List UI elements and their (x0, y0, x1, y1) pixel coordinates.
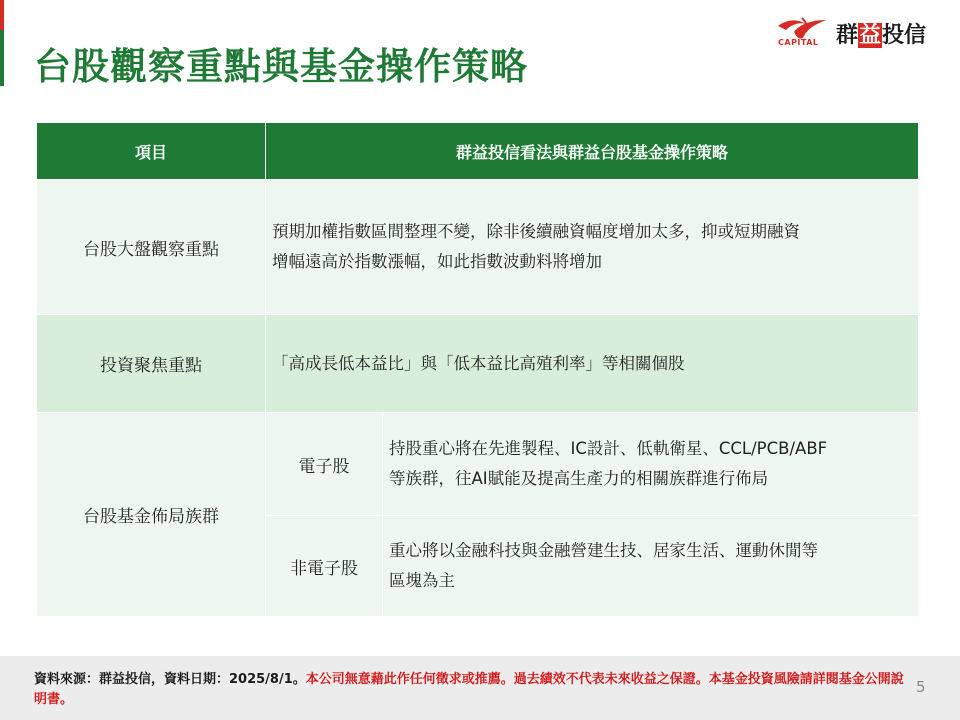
row-label-fund: 台股基金佈局族群 (37, 413, 266, 617)
row-label-focus: 投資聚焦重點 (37, 315, 266, 413)
accent-bar-red (0, 0, 4, 30)
table-row-electronic (37, 413, 919, 516)
slide-title: 台股觀察重點與基金操作策略 (34, 45, 528, 88)
footer-source: 資料來源：群益投信，資料日期：2025/8/1。 (34, 672, 306, 687)
logo-english-text: CAPITAL (778, 38, 819, 47)
row-label-market: 台股大盤觀察重點 (37, 180, 266, 315)
header-strategy: 群益投信看法與群益台股基金操作策略 (266, 123, 919, 180)
table-header-row (37, 123, 919, 180)
sub-label-electronic: 電子股 (266, 413, 383, 516)
row-desc-focus: 「高成長低本益比」與「低本益比高殖利率」等相關個股 (266, 315, 919, 413)
table-row-market (37, 180, 919, 315)
accent-bar-green (0, 30, 4, 86)
company-logo (776, 14, 948, 50)
sub-desc-non-electronic-line1: 重心將以金融科技與金融營建生技、居家生活、運動休閒等 (389, 541, 818, 560)
header-item: 項目 (37, 123, 266, 180)
strategy-table (36, 122, 919, 617)
sub-desc-electronic-line1: 持股重心將在先進製程、IC設計、低軌衛星、CCL/PCB/ABF (389, 439, 828, 458)
row-desc-market-line2: 增幅遠高於指數漲幅，如此指數波動料將增加 (272, 252, 602, 271)
sub-desc-non-electronic-line2: 區塊為主 (389, 571, 455, 590)
page-number: 5 (916, 678, 926, 696)
sub-desc-electronic-line2: 等族群，往AI賦能及提高生產力的相關族群進行佈局 (389, 469, 769, 488)
row-desc-market-line1: 預期加權指數區間整理不變，除非後續融資幅度增加太多，抑或短期融資 (272, 222, 800, 241)
table-row-focus (37, 315, 919, 413)
footer-disclaimer: 本公司無意藉此作任何徵求或推薦。過去績效不代表未來收益之保證。本基金投資風險請詳閱基金公開說明書。 (34, 672, 904, 707)
row-desc-market (266, 180, 919, 315)
sub-label-non-electronic: 非電子股 (266, 516, 383, 617)
sub-desc-electronic (383, 413, 919, 516)
logo-name: 群益投信 (836, 23, 927, 48)
footer-note (34, 670, 914, 710)
sub-desc-non-electronic (383, 516, 919, 617)
